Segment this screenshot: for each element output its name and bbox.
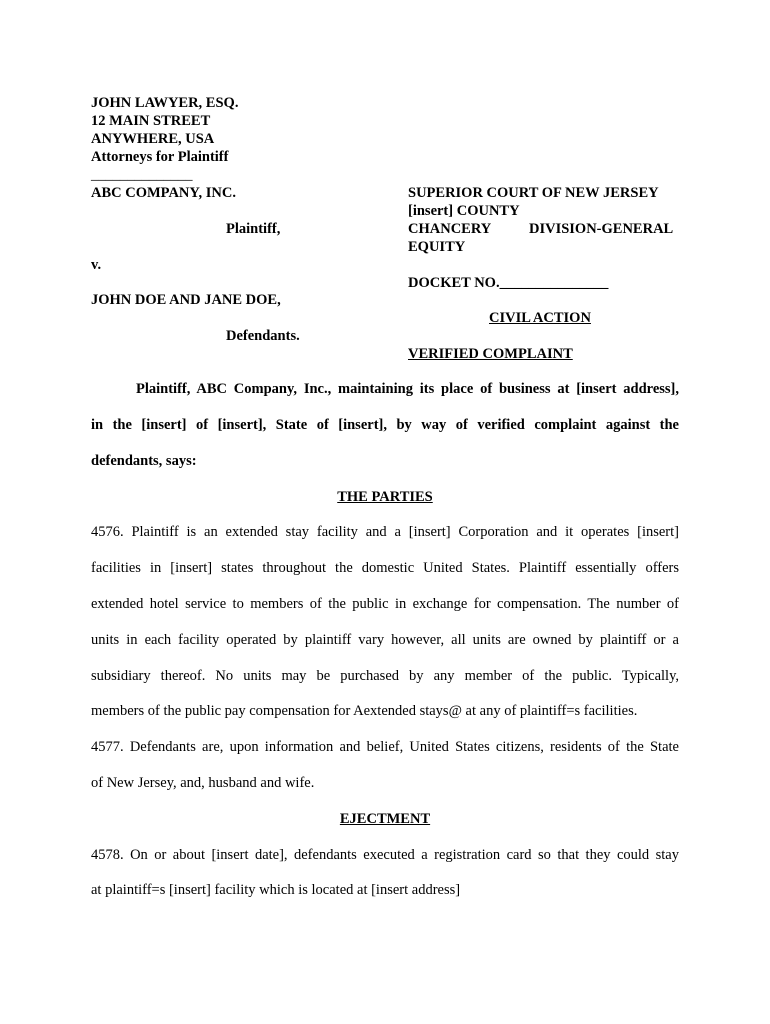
intro-line-1: Plaintiff, ABC Company, Inc., maintaining its place of business at [insert address], <box>136 381 679 397</box>
court-division-a: CHANCERY <box>408 221 492 237</box>
attorney-role: Attorneys for Plaintiff <box>91 149 229 165</box>
p4576-line: subsidiary thereof. No units may be purchased by any member of the public. Typically, <box>91 668 679 684</box>
ejectment-heading: EJECTMENT <box>339 811 431 827</box>
court-division-b: DIVISION-GENERAL <box>529 221 674 237</box>
intro-line-2: in the [insert] of [insert], State of [insert], by way of verified complaint against the <box>91 417 679 433</box>
defendants-label: Defendants. <box>226 328 300 344</box>
versus: v. <box>91 257 102 273</box>
docket-number: DOCKET NO._______________ <box>408 275 609 291</box>
p4578-line: 4578. On or about [insert date], defendants executed a registration card so that they could stay <box>91 847 679 863</box>
defendants-name: JOHN DOE AND JANE DOE, <box>91 292 281 308</box>
p4576-line: extended hotel service to members of the public in exchange for compensation. The number of <box>91 596 679 612</box>
intro-line-3: defendants, says: <box>91 453 197 469</box>
p4577-line: of New Jersey, and, husband and wife. <box>91 775 315 791</box>
civil-action: CIVIL ACTION <box>489 310 591 326</box>
document-title: VERIFIED COMPLAINT <box>408 346 573 362</box>
plaintiff-label: Plaintiff, <box>226 221 281 237</box>
p4577-line: 4577. Defendants are, upon information and belief, United States citizens, residents of the State <box>91 739 679 755</box>
parties-heading: THE PARTIES <box>337 489 433 505</box>
court-county: [insert] COUNTY <box>408 203 520 219</box>
p4576-line: units in each facility operated by plaintiff vary however, all units are owned by plaintiff or a <box>91 632 679 648</box>
attorney-street: 12 MAIN STREET <box>91 113 211 129</box>
p4576-line: members of the public pay compensation for Aextended stays@ at any of plaintiff=s facilities. <box>91 703 638 719</box>
attorney-blank-line: ______________ <box>91 167 193 183</box>
attorney-name: JOHN LAWYER, ESQ. <box>91 95 239 111</box>
court-equity: EQUITY <box>408 239 466 255</box>
p4576-line: facilities in [insert] states throughout the domestic United States. Plaintiff essentially offers <box>91 560 679 576</box>
p4578-line: at plaintiff=s [insert] facility which is located at [insert address] <box>91 882 461 898</box>
attorney-city: ANYWHERE, USA <box>91 131 215 147</box>
court-name: SUPERIOR COURT OF NEW JERSEY <box>408 185 659 201</box>
p4576-line: 4576. Plaintiff is an extended stay facility and a [insert] Corporation and it operates [insert] <box>91 524 679 540</box>
plaintiff-name: ABC COMPANY, INC. <box>91 185 236 201</box>
